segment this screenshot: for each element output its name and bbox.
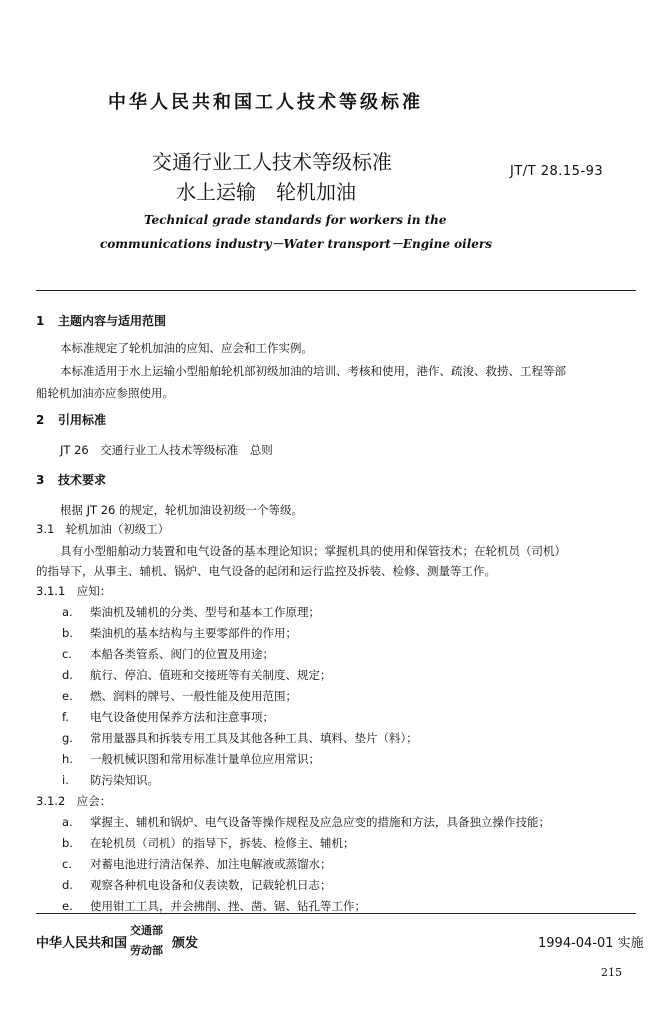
section-2-heading xyxy=(36,411,106,428)
subsection-3-1-2-heading: 3.1.2 应会： xyxy=(36,794,112,808)
list-item-text: 掌握主、辅机和锅炉、电气设备等操作规程及应急应变的措施和方法，具备独立操作技能； xyxy=(90,815,550,829)
list-item-label: e. xyxy=(62,899,73,913)
section-1-paragraph-2-cont: 船轮机加油亦应参照使用。 xyxy=(36,386,174,400)
list-item-text: 一般机械识图和常用标准计量单位应用常识； xyxy=(90,752,320,766)
subsection-3-1-paragraph: 具有小型船舶动力装置和电气设备的基本理论知识；掌握机具的使用和保管技术；在轮机员（司机） xyxy=(60,544,566,558)
list-item-label: d. xyxy=(62,878,73,892)
list-item-label: c. xyxy=(62,647,72,661)
list-item xyxy=(62,898,366,914)
list-item xyxy=(62,688,297,704)
section-1-heading xyxy=(36,312,166,329)
list-item-text: 防污染知识。 xyxy=(90,773,159,787)
list-item-label: h. xyxy=(62,752,73,766)
section-title: 主题内容与适用范围 xyxy=(58,314,167,328)
section-title: 引用标准 xyxy=(58,413,107,427)
list-item xyxy=(62,772,159,788)
document-title-line1: 交通行业工人技术等级标准 xyxy=(152,150,392,174)
list-item xyxy=(62,877,332,893)
list-item xyxy=(62,625,297,641)
list-item-text: 在轮机员（司机）的指导下，拆装、检修主、辅机； xyxy=(90,836,355,850)
list-item xyxy=(62,730,418,746)
list-item-label: c. xyxy=(62,857,72,871)
list-item-text: 燃、润料的牌号、一般性能及使用范围； xyxy=(90,689,297,703)
list-item xyxy=(62,604,320,620)
list-item xyxy=(62,814,550,830)
list-item xyxy=(62,646,274,662)
section-2-paragraph-1: JT 26 交通行业工人技术等级标准 总则 xyxy=(60,443,273,457)
list-item-label: e. xyxy=(62,689,73,703)
standard-code: JT/T 28.15-93 xyxy=(510,164,604,179)
list-item-text: 观察各种机电设备和仪表读数，记载轮机日志； xyxy=(90,878,332,892)
section-3-heading xyxy=(36,471,106,488)
list-item xyxy=(62,751,320,767)
list-item-label: b. xyxy=(62,836,73,850)
page-number: 215 xyxy=(601,966,622,979)
subsection-3-1-heading: 3.1 轮机加油（初级工） xyxy=(36,522,170,536)
section-title: 技术要求 xyxy=(58,473,107,487)
english-title-line2: communications industry－Water transport－Engine oilers xyxy=(100,237,493,251)
list-item-text: 使用钳工工具，并会拂削、挫、凿、锯、钻孔等工作； xyxy=(90,899,366,913)
list-item-label: b. xyxy=(62,626,73,640)
list-item-text: 航行、停泊、值班和交接班等有关制度、规定； xyxy=(90,668,332,682)
subsection-3-1-1-heading: 3.1.1 应知： xyxy=(36,584,112,598)
list-item xyxy=(62,835,355,851)
list-item xyxy=(62,667,332,683)
section-number: 1 xyxy=(36,314,45,328)
issuing-ministry-1: 交通部 xyxy=(130,924,163,937)
section-number: 2 xyxy=(36,413,45,427)
list-item-text: 电气设备使用保养方法和注意事项； xyxy=(90,710,274,724)
section-3-paragraph-1: 根据 JT 26 的规定，轮机加油设初级一个等级。 xyxy=(60,503,304,517)
english-title-line1: Technical grade standards for workers in the xyxy=(144,213,447,227)
list-item-label: d. xyxy=(62,668,73,682)
list-item-text: 柴油机及辅机的分类、型号和基本工作原理； xyxy=(90,605,320,619)
issuing-ministry-2: 劳动部 xyxy=(130,944,163,957)
list-item-text: 柴油机的基本结构与主要零部件的作用； xyxy=(90,626,297,640)
footer-divider xyxy=(36,913,636,914)
list-item-label: i. xyxy=(62,773,69,787)
standard-series-header: 中华人民共和国工人技术等级标准 xyxy=(108,92,423,113)
list-item-label: g. xyxy=(62,731,73,745)
list-item xyxy=(62,856,332,872)
issued-label: 颁发 xyxy=(172,936,199,951)
title-divider xyxy=(36,290,636,291)
list-item-label: a. xyxy=(62,815,73,829)
list-item-text: 常用量器具和拆装专用工具及其他各种工具、填料、垫片（料）； xyxy=(90,731,418,745)
document-title-line2: 水上运输 轮机加油 xyxy=(176,180,356,204)
section-number: 3 xyxy=(36,473,45,487)
list-item xyxy=(62,709,274,725)
list-item-label: a. xyxy=(62,605,73,619)
effective-date: 1994-04-01 实施 xyxy=(538,936,644,951)
section-1-paragraph-2: 本标准适用于水上运输小型船舶轮机部初级加油的培训、考核和使用，港作、疏浚、救捞、工程等部 xyxy=(60,364,566,378)
list-item-label: f. xyxy=(62,710,69,724)
section-1-paragraph-1: 本标准规定了轮机加油的应知、应会和工作实例。 xyxy=(60,341,313,355)
list-item-text: 对蓄电池进行清洁保养、加注电解液或蒸馏水； xyxy=(90,857,332,871)
issuing-country: 中华人民共和国 xyxy=(36,936,128,951)
list-item-text: 本船各类管系、阀门的位置及用途； xyxy=(90,647,274,661)
subsection-3-1-paragraph-cont: 的指导下，从事主、辅机、锅炉、电气设备的起闭和运行监控及拆装、检修、测量等工作。 xyxy=(36,564,496,578)
